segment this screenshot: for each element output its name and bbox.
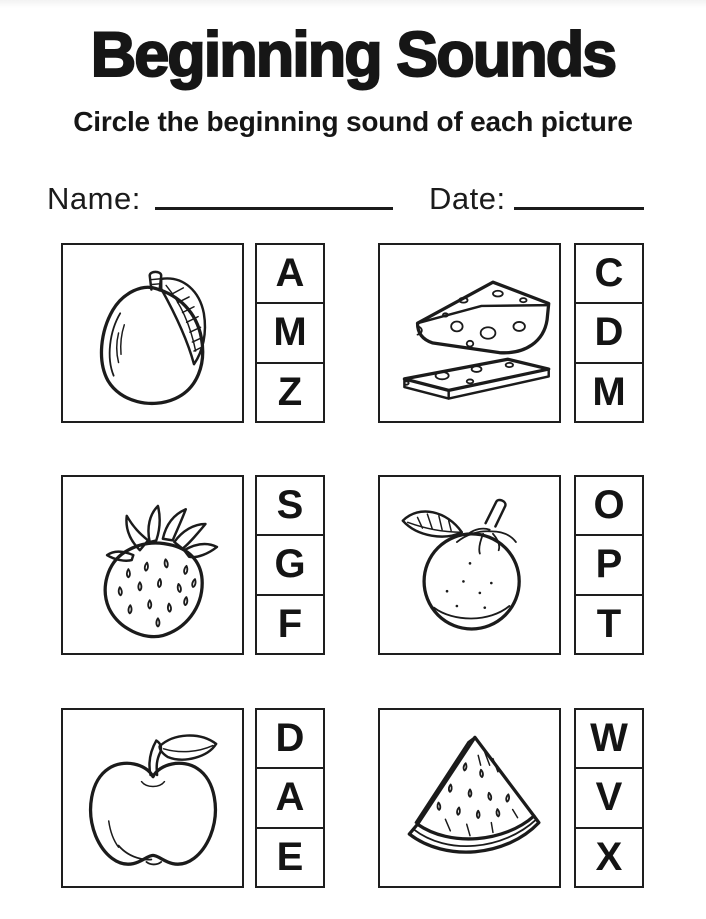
letter-choice[interactable]: A — [255, 243, 325, 304]
name-field-line[interactable] — [155, 207, 393, 210]
letter-choice[interactable]: G — [255, 534, 325, 595]
watermelon-illustration — [387, 716, 553, 880]
picture-box-orange — [378, 475, 561, 655]
letter-choice[interactable]: T — [574, 594, 644, 655]
page-subtitle: Circle the beginning sound of each picture — [73, 106, 633, 137]
letter-choice[interactable]: A — [255, 767, 325, 828]
letter-choice[interactable]: P — [574, 534, 644, 595]
letter-column-strawberry — [255, 475, 325, 655]
picture-box-apple — [61, 708, 244, 888]
letter-column-mango — [255, 243, 325, 423]
letter-choice[interactable]: M — [574, 362, 644, 423]
letter-column-watermelon — [574, 708, 644, 888]
date-field-line[interactable] — [514, 207, 644, 210]
letter-choice[interactable]: D — [574, 302, 644, 363]
letter-column-cheese — [574, 243, 644, 423]
strawberry-illustration — [70, 483, 236, 647]
letter-choice[interactable]: M — [255, 302, 325, 363]
letter-choice[interactable]: V — [574, 767, 644, 828]
apple-illustration — [70, 716, 236, 880]
date-label: Date: — [429, 181, 506, 216]
letter-choice[interactable]: X — [574, 827, 644, 888]
picture-box-cheese — [378, 243, 561, 423]
letter-choice[interactable]: W — [574, 708, 644, 769]
letter-column-apple — [255, 708, 325, 888]
letter-choice[interactable]: C — [574, 243, 644, 304]
letter-choice[interactable]: F — [255, 594, 325, 655]
mango-illustration — [70, 251, 236, 415]
picture-box-mango — [61, 243, 244, 423]
name-label: Name: — [47, 181, 141, 216]
page-title: Beginning Sounds — [90, 20, 616, 90]
letter-choice[interactable]: D — [255, 708, 325, 769]
orange-illustration — [387, 483, 553, 647]
letter-choice[interactable]: O — [574, 475, 644, 536]
picture-box-strawberry — [61, 475, 244, 655]
cheese-illustration — [387, 251, 553, 415]
letter-column-orange — [574, 475, 644, 655]
letter-choice[interactable]: S — [255, 475, 325, 536]
letter-choice[interactable]: E — [255, 827, 325, 888]
picture-box-watermelon — [378, 708, 561, 888]
letter-choice[interactable]: Z — [255, 362, 325, 423]
